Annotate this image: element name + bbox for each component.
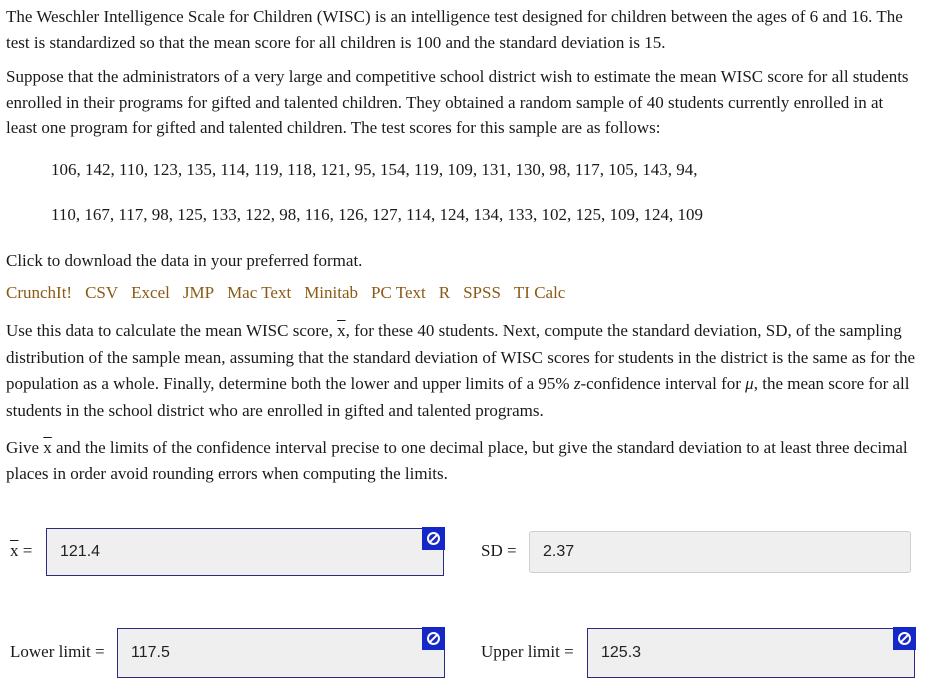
upper-limit-label: Upper limit = [481, 642, 574, 661]
scores-line-1: 106, 142, 110, 123, 135, 114, 119, 118, 121, 95, 154, 119, 109, 131, 130, 98, 117, 105, 143, 94, [51, 160, 698, 179]
scores-line-2: 110, 167, 117, 98, 125, 133, 122, 98, 116, 126, 127, 114, 124, 134, 133, 102, 125, 109, 124, 109 [51, 205, 703, 224]
lower-limit-label: Lower limit = [10, 642, 105, 661]
download-link-pc-text[interactable]: PC Text [371, 283, 426, 302]
blocked-icon [897, 631, 912, 646]
mu-symbol: μ [745, 374, 754, 393]
precision-note: Give $\overline{x}$ and the limits of the confidence interval precise to one decimal place, but give the standard deviation to at least three decimal places in order avoid rounding errors when computing the limits. [6, 438, 908, 483]
lower-limit-input[interactable]: 117.5 [117, 628, 445, 678]
download-link-spss[interactable]: SPSS [463, 283, 501, 302]
xbar-input[interactable]: 121.4 [46, 528, 444, 576]
download-link-mac-text[interactable]: Mac Text [227, 283, 292, 302]
instructions-paragraph: Use this data to calculate the mean WISC score, $\overline{x}$, for these 40 students. Next, compute the standard deviation, SD, of the sampling distribution of the sample mean, assuming that the standard deviation of WISC scores for students in the district is the same as for the population as a whole. Finally, determine both the lower and upper limits of a 95% z-confidence interval for μ, the mean score for all students in the school district who are enrolled in gifted and talented programs. [6, 321, 916, 420]
upper-limit-input[interactable]: 125.3 [587, 628, 915, 678]
intro-paragraph-2: Suppose that the administrators of a very large and competitive school district wish to estimate the mean WISC score for all students enrolled in their programs for gifted and talented children. They obtained a random sample of 40 students currently enrolled in at least one program for gifted and talented children. The test scores for this sample are as follows: [6, 67, 909, 137]
intro-paragraph-1: The Weschler Intelligence Scale for Children (WISC) is an intelligence test designed for children between the ages of 6 and 16. The test is standardized so that the mean score for all children is 100 and the standard deviation is 15. [6, 7, 903, 52]
download-link-ti-calc[interactable]: TI Calc [513, 283, 566, 302]
xbar-label: $\overline{x}$ = [10, 541, 33, 560]
blocked-icon [426, 531, 441, 546]
sd-input[interactable]: 2.37 [529, 531, 911, 573]
incorrect-badge-xbar [422, 527, 445, 550]
incorrect-badge-upper [893, 627, 916, 650]
blocked-icon [426, 631, 441, 646]
download-prompt: Click to download the data in your preferred format. [6, 251, 363, 270]
download-link-csv[interactable]: CSV [85, 283, 119, 302]
sd-label: SD = [481, 541, 517, 560]
incorrect-badge-lower [422, 627, 445, 650]
xbar-symbol: $\overline{x}$ [337, 321, 346, 340]
download-link-crunchit[interactable]: CrunchIt! [6, 283, 73, 302]
download-links [6, 283, 578, 303]
download-link-r[interactable]: R [438, 283, 451, 302]
download-link-excel[interactable]: Excel [131, 283, 170, 302]
download-link-minitab[interactable]: Minitab [304, 283, 359, 302]
download-link-jmp[interactable]: JMP [182, 283, 215, 302]
xbar-symbol: $\overline{x}$ [43, 438, 52, 457]
